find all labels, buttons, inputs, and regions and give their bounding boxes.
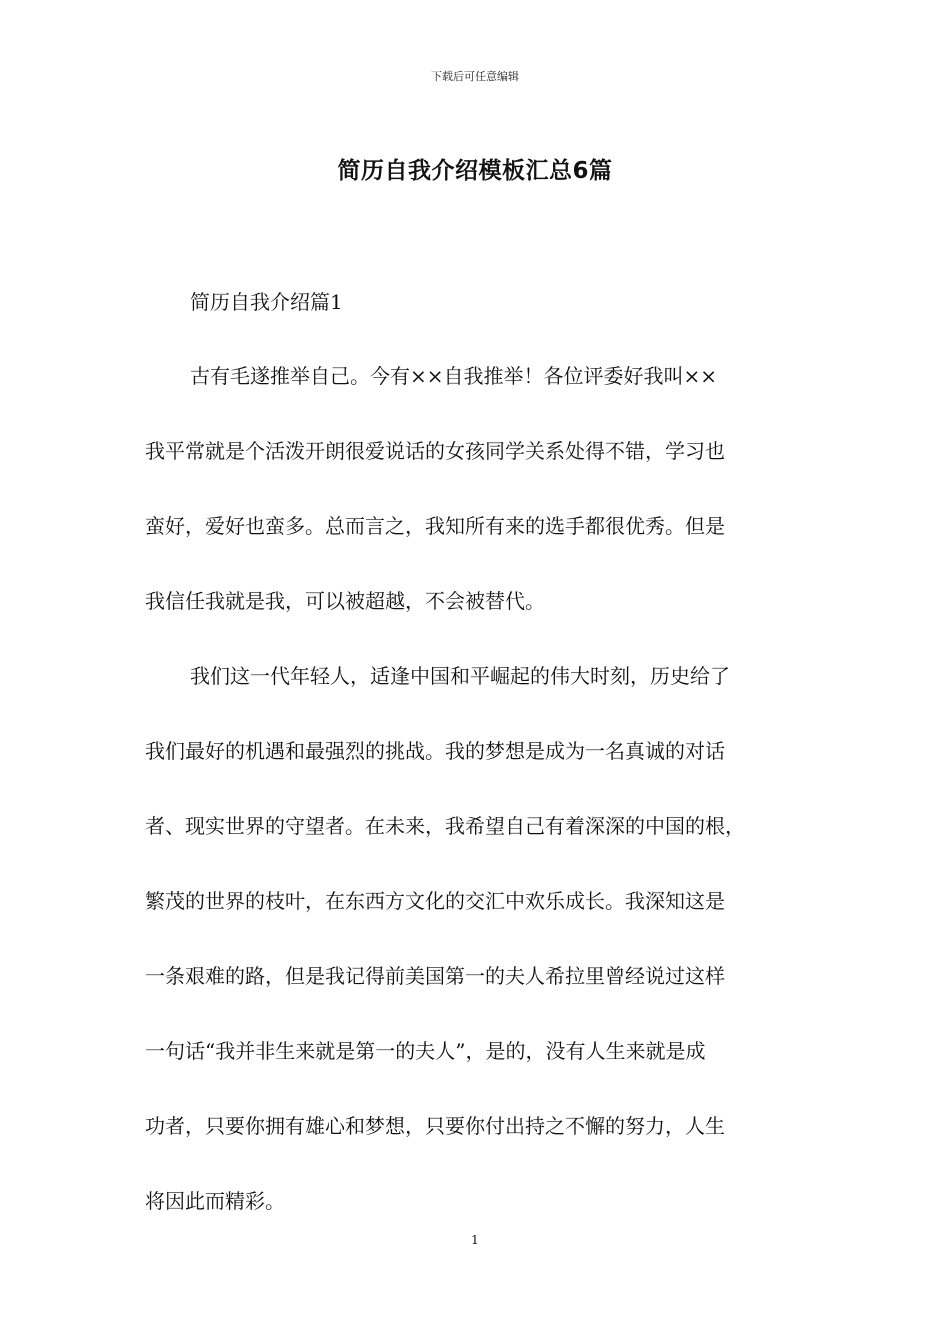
- page-number: 1: [471, 1233, 479, 1247]
- body-line: 功者，只要你拥有雄心和梦想，只要你付出持之不懈的努力，人生: [145, 1114, 725, 1138]
- body-line: 一句话“我并非生来就是第一的夫人”，是的，没有人生来就是成: [145, 1039, 706, 1063]
- body-line: 我平常就是个活泼开朗很爱说话的女孩同学关系处得不错，学习也: [145, 439, 725, 463]
- body-line: 我们这一代年轻人，适逢中国和平崛起的伟大时刻，历史给了: [190, 664, 730, 688]
- body-line: 蛮好，爱好也蛮多。总而言之，我知所有来的选手都很优秀。但是: [145, 514, 725, 538]
- body-line: 古有毛遂推举自己。今有××自我推举！各位评委好我叫××: [190, 364, 718, 388]
- body-line: 我们最好的机遇和最强烈的挑战。我的梦想是成为一名真诚的对话: [145, 739, 725, 763]
- section-heading: 简历自我介绍篇1: [190, 290, 343, 314]
- body-line: 我信任我就是我，可以被超越，不会被替代。: [145, 589, 545, 613]
- body-line: 繁茂的世界的枝叶，在东西方文化的交汇中欢乐成长。我深知这是: [145, 889, 725, 913]
- body-line: 者、现实世界的守望者。在未来，我希望自己有着深深的中国的根，: [145, 814, 745, 838]
- header-note: 下载后可任意编辑: [431, 70, 519, 83]
- body-line: 一条艰难的路，但是我记得前美国第一的夫人希拉里曾经说过这样: [145, 964, 725, 988]
- document-title: 简历自我介绍模板汇总6篇: [337, 158, 613, 184]
- body-line: 将因此而精彩。: [145, 1189, 285, 1213]
